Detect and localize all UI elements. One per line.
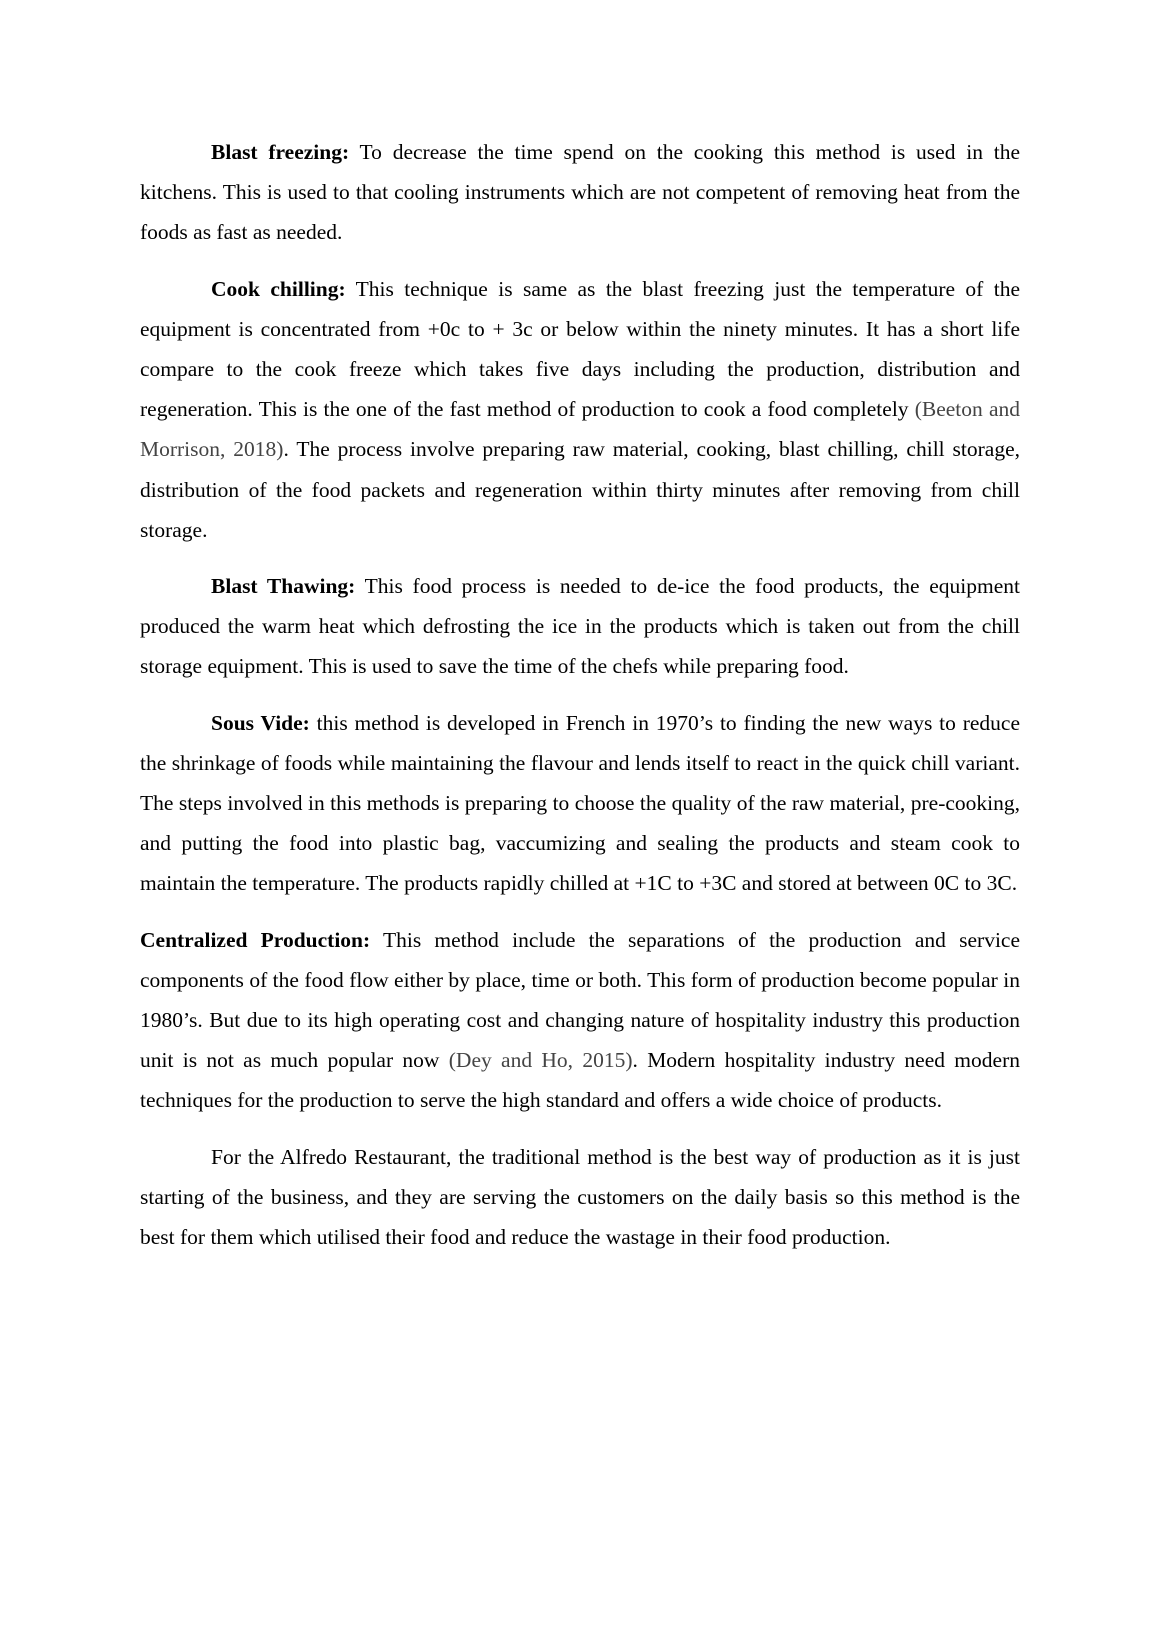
term-heading: Blast Thawing: — [211, 574, 356, 599]
citation: (Dey and Ho, 2015) — [448, 1048, 633, 1073]
paragraph-text: this method is developed in French in 1970’s to finding the new ways to reduce the shrinkage of foods while maintaining the flavour and lends itself to react in the quick chill variant. The steps involved in this methods is preparing to choose the quality of the raw material, pre-cooking, and putting the food into plastic bag, vaccumizing and sealing the products and steam cook to maintain the temperature. The products rapidly chilled at +1C to +3C and stored at between 0C to 3C. — [140, 710, 1020, 896]
paragraph-text-after-citation: . Modern hospitality industry need modern techniques for the production to serve the high standard and offers a wide choice of products. — [140, 1048, 1020, 1113]
paragraph-blast-thawing — [140, 566, 1020, 687]
paragraph-text: This food process is needed to de-ice the food products, the equipment produced the warm heat which defrosting the ice in the products which is taken out from the chill storage equipment. This is used to save the time of the chefs while preparing food. — [140, 574, 1020, 679]
citation: (Beeton and Morrison, 2018) — [140, 397, 1020, 462]
paragraph-sous-vide — [140, 703, 1020, 904]
paragraph-centralized-production — [140, 920, 1020, 1121]
term-heading: Sous Vide: — [211, 710, 310, 735]
document-page — [140, 132, 1020, 1273]
paragraph-text-after-citation: . The process involve preparing raw material, cooking, blast chilling, chill storage, distribution of the food packets and regeneration within thirty minutes after removing from chill storage. — [140, 437, 1020, 542]
term-heading: Blast freezing: — [211, 140, 350, 164]
paragraph-conclusion — [140, 1137, 1020, 1258]
term-heading: Centralized Production: — [140, 927, 371, 952]
paragraph-text: This technique is same as the blast freezing just the temperature of the equipment is concentrated from +0c to + 3c or below within the ninety minutes. It has a short life compare to the cook freeze which takes five days including the production, distribution and regeneration. This is the one of the fast method of production to cook a food completely — [140, 276, 1020, 422]
paragraph-text: For the Alfredo Restaurant, the traditional method is the best way of production as it is just starting of the business, and they are serving the customers on the daily basis so this method is the best for them which utilised their food and reduce the wastage in their food production. — [140, 1144, 1020, 1250]
paragraph-blast-freezing — [140, 132, 1020, 253]
paragraph-text: This method include the separations of the production and service components of the food flow either by place, time or both. This form of production become popular in 1980’s. But due to its high operating cost and changing nature of hospitality industry this production unit is not as much popular now — [140, 927, 1020, 1073]
paragraph-cook-chilling — [140, 269, 1020, 550]
term-heading: Cook chilling: — [211, 276, 346, 301]
paragraph-text: To decrease the time spend on the cooking this method is used in the kitchens. This is used to that cooling instruments which are not competent of removing heat from the foods as fast as needed. — [140, 140, 1020, 245]
